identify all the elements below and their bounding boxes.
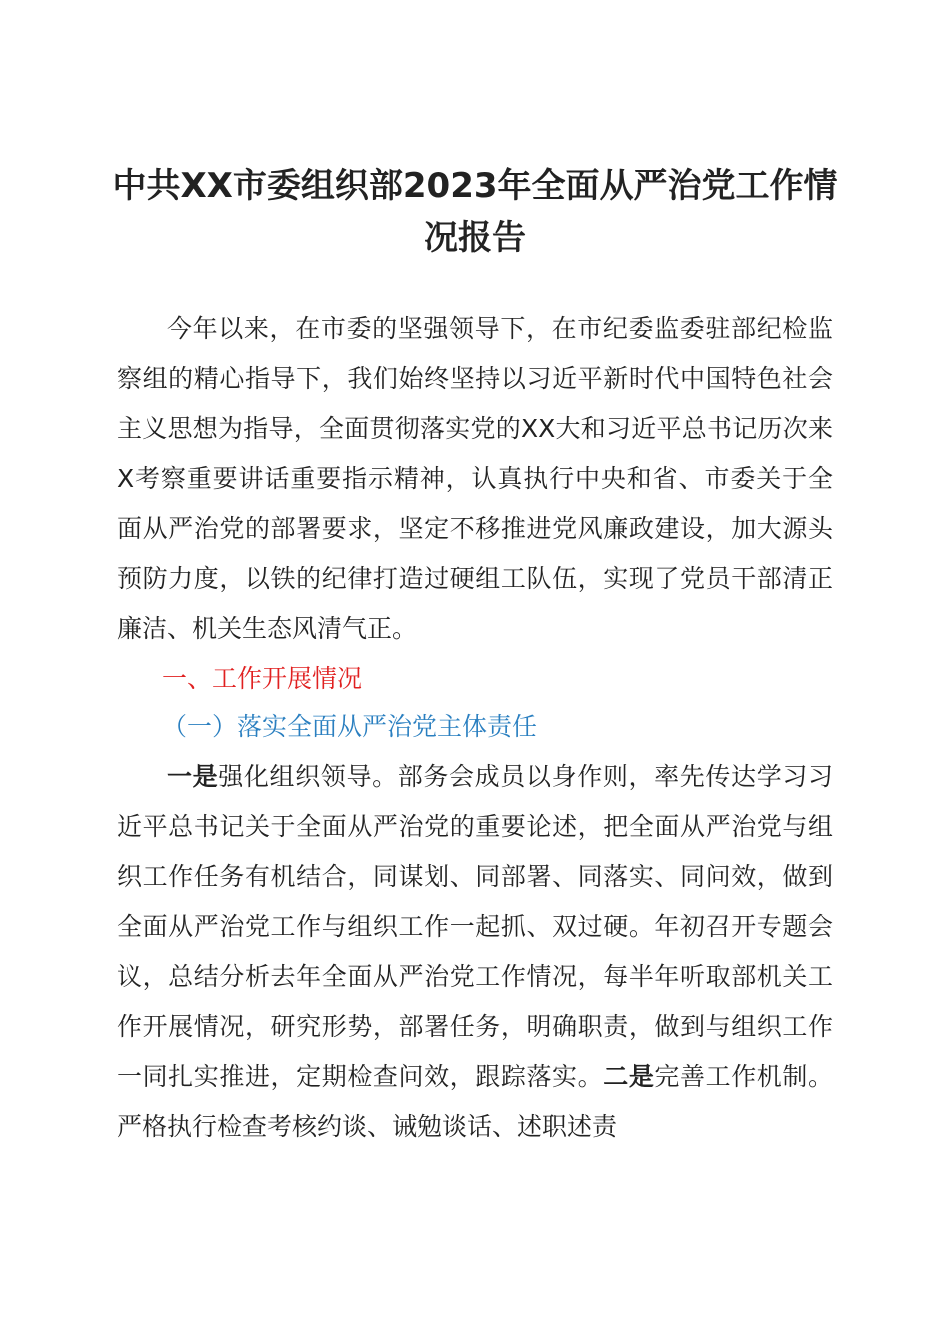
paragraph-responsibility (117, 752, 833, 1152)
subsection-heading: （一）落实全面从严治党主体责任 (162, 712, 538, 741)
document-title: 中共XX市委组织部2023年全面从严治党工作情况报告 (112, 166, 838, 258)
lead-marker-second: 二是 (603, 1062, 655, 1091)
intro-paragraph: 今年以来，在市委的坚强领导下，在市纪委监委驻部纪检监察组的精心指导下，我们始终坚持以习近平新时代中国特色社会主义思想为指导，全面贯彻落实党的XX大和习近平总书记历次来X考察重要讲话重要指示精神，认真执行中央和省、市委关于全面从严治党的部署要求，坚定不移推进党风廉政建设，加大源头预防力度，以铁的纪律打造过硬组工队伍，实现了党员干部清正廉洁、机关生态风清气正。 (117, 314, 833, 643)
section-heading: 一、工作开展情况 (162, 664, 363, 693)
paragraph-text-second: 完善工作机制。严格执行检查考核约谈、诫勉谈话、述职述责 (117, 1062, 833, 1141)
paragraph-text-first: 强化组织领导。部务会成员以身作则，率先传达学习习近平总书记关于全面从严治党的重要论述，把全面从严治党与组织工作任务有机结合，同谋划、同部署、同落实、同问效，做到全面从严治党工作与组织工作一起抓、双过硬。年初召开专题会议，总结分析去年全面从严治党工作情况，每半年听取部机关工作开展情况，研究形势，部署任务，明确职责，做到与组织工作一同扎实推进，定期检查问效，跟踪落实。 (117, 762, 833, 1091)
lead-marker-first: 一是 (167, 762, 219, 791)
